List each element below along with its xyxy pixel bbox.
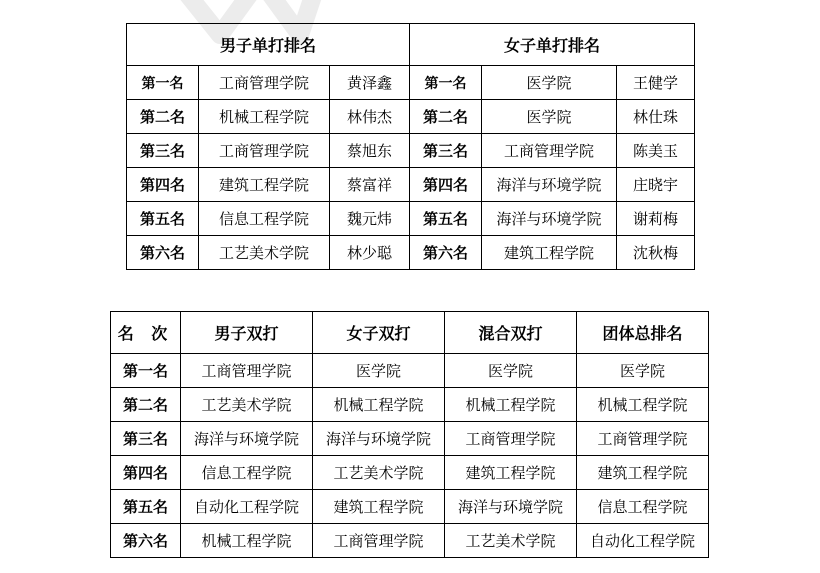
college-cell: 机械工程学院 <box>313 388 445 422</box>
player-name-cell: 魏元炜 <box>330 202 410 236</box>
table-row <box>111 524 709 558</box>
rank-cell: 第一名 <box>111 354 181 388</box>
player-name-cell: 蔡富祥 <box>330 168 410 202</box>
table-row <box>127 168 695 202</box>
player-name-cell: 林仕珠 <box>617 100 695 134</box>
player-name-cell: 黄泽鑫 <box>330 66 410 100</box>
rank-cell: 第三名 <box>111 422 181 456</box>
college-cell: 机械工程学院 <box>199 100 330 134</box>
college-cell: 信息工程学院 <box>577 490 709 524</box>
college-cell: 医学院 <box>577 354 709 388</box>
rank-cell: 第一名 <box>127 66 199 100</box>
mens-doubles-header: 男子双打 <box>181 312 313 354</box>
singles-ranking-table <box>126 23 695 270</box>
table-row <box>111 490 709 524</box>
college-cell: 工艺美术学院 <box>445 524 577 558</box>
college-cell: 海洋与环境学院 <box>181 422 313 456</box>
college-cell: 医学院 <box>445 354 577 388</box>
rank-cell: 第四名 <box>111 456 181 490</box>
player-name-cell: 陈美玉 <box>617 134 695 168</box>
rank-cell: 第四名 <box>410 168 482 202</box>
player-name-cell: 沈秋梅 <box>617 236 695 270</box>
college-cell: 医学院 <box>482 66 617 100</box>
college-cell: 海洋与环境学院 <box>445 490 577 524</box>
college-cell: 机械工程学院 <box>445 388 577 422</box>
rank-cell: 第五名 <box>111 490 181 524</box>
table-row <box>111 456 709 490</box>
table-row <box>127 100 695 134</box>
rank-cell: 第一名 <box>410 66 482 100</box>
college-cell: 医学院 <box>313 354 445 388</box>
table-row <box>111 422 709 456</box>
college-cell: 工艺美术学院 <box>313 456 445 490</box>
player-name-cell: 蔡旭东 <box>330 134 410 168</box>
player-name-cell: 王健学 <box>617 66 695 100</box>
womens-doubles-header: 女子双打 <box>313 312 445 354</box>
rank-cell: 第三名 <box>127 134 199 168</box>
womens-singles-header: 女子单打排名 <box>410 24 695 66</box>
table-row <box>127 236 695 270</box>
table-row <box>111 388 709 422</box>
mens-singles-header: 男子单打排名 <box>127 24 410 66</box>
rank-cell: 第二名 <box>410 100 482 134</box>
doubles-ranking-table <box>110 311 709 558</box>
college-cell: 建筑工程学院 <box>577 456 709 490</box>
college-cell: 工商管理学院 <box>199 66 330 100</box>
college-cell: 海洋与环境学院 <box>313 422 445 456</box>
college-cell: 工商管理学院 <box>482 134 617 168</box>
college-cell: 信息工程学院 <box>181 456 313 490</box>
college-cell: 工艺美术学院 <box>181 388 313 422</box>
table-row <box>127 134 695 168</box>
team-total-header: 团体总排名 <box>577 312 709 354</box>
table-row <box>127 66 695 100</box>
college-cell: 自动化工程学院 <box>181 490 313 524</box>
rank-cell: 第五名 <box>127 202 199 236</box>
rank-cell: 第三名 <box>410 134 482 168</box>
rank-cell: 第二名 <box>127 100 199 134</box>
college-cell: 信息工程学院 <box>199 202 330 236</box>
college-cell: 建筑工程学院 <box>482 236 617 270</box>
college-cell: 建筑工程学院 <box>199 168 330 202</box>
college-cell: 医学院 <box>482 100 617 134</box>
college-cell: 海洋与环境学院 <box>482 202 617 236</box>
college-cell: 海洋与环境学院 <box>482 168 617 202</box>
singles-header-row <box>127 24 695 66</box>
college-cell: 机械工程学院 <box>577 388 709 422</box>
table-row <box>111 354 709 388</box>
rank-column-header: 名 次 <box>111 312 181 354</box>
college-cell: 机械工程学院 <box>181 524 313 558</box>
college-cell: 建筑工程学院 <box>445 456 577 490</box>
college-cell: 自动化工程学院 <box>577 524 709 558</box>
mixed-doubles-header: 混合双打 <box>445 312 577 354</box>
player-name-cell: 林伟杰 <box>330 100 410 134</box>
player-name-cell: 谢莉梅 <box>617 202 695 236</box>
rank-cell: 第六名 <box>410 236 482 270</box>
college-cell: 工商管理学院 <box>445 422 577 456</box>
doubles-header-row <box>111 312 709 354</box>
rank-cell: 第二名 <box>111 388 181 422</box>
college-cell: 工商管理学院 <box>199 134 330 168</box>
player-name-cell: 林少聪 <box>330 236 410 270</box>
college-cell: 工商管理学院 <box>181 354 313 388</box>
rank-cell: 第六名 <box>127 236 199 270</box>
college-cell: 工艺美术学院 <box>199 236 330 270</box>
rank-cell: 第五名 <box>410 202 482 236</box>
table-row <box>127 202 695 236</box>
rank-cell: 第四名 <box>127 168 199 202</box>
college-cell: 建筑工程学院 <box>313 490 445 524</box>
rank-cell: 第六名 <box>111 524 181 558</box>
college-cell: 工商管理学院 <box>577 422 709 456</box>
college-cell: 工商管理学院 <box>313 524 445 558</box>
player-name-cell: 庄晓宇 <box>617 168 695 202</box>
